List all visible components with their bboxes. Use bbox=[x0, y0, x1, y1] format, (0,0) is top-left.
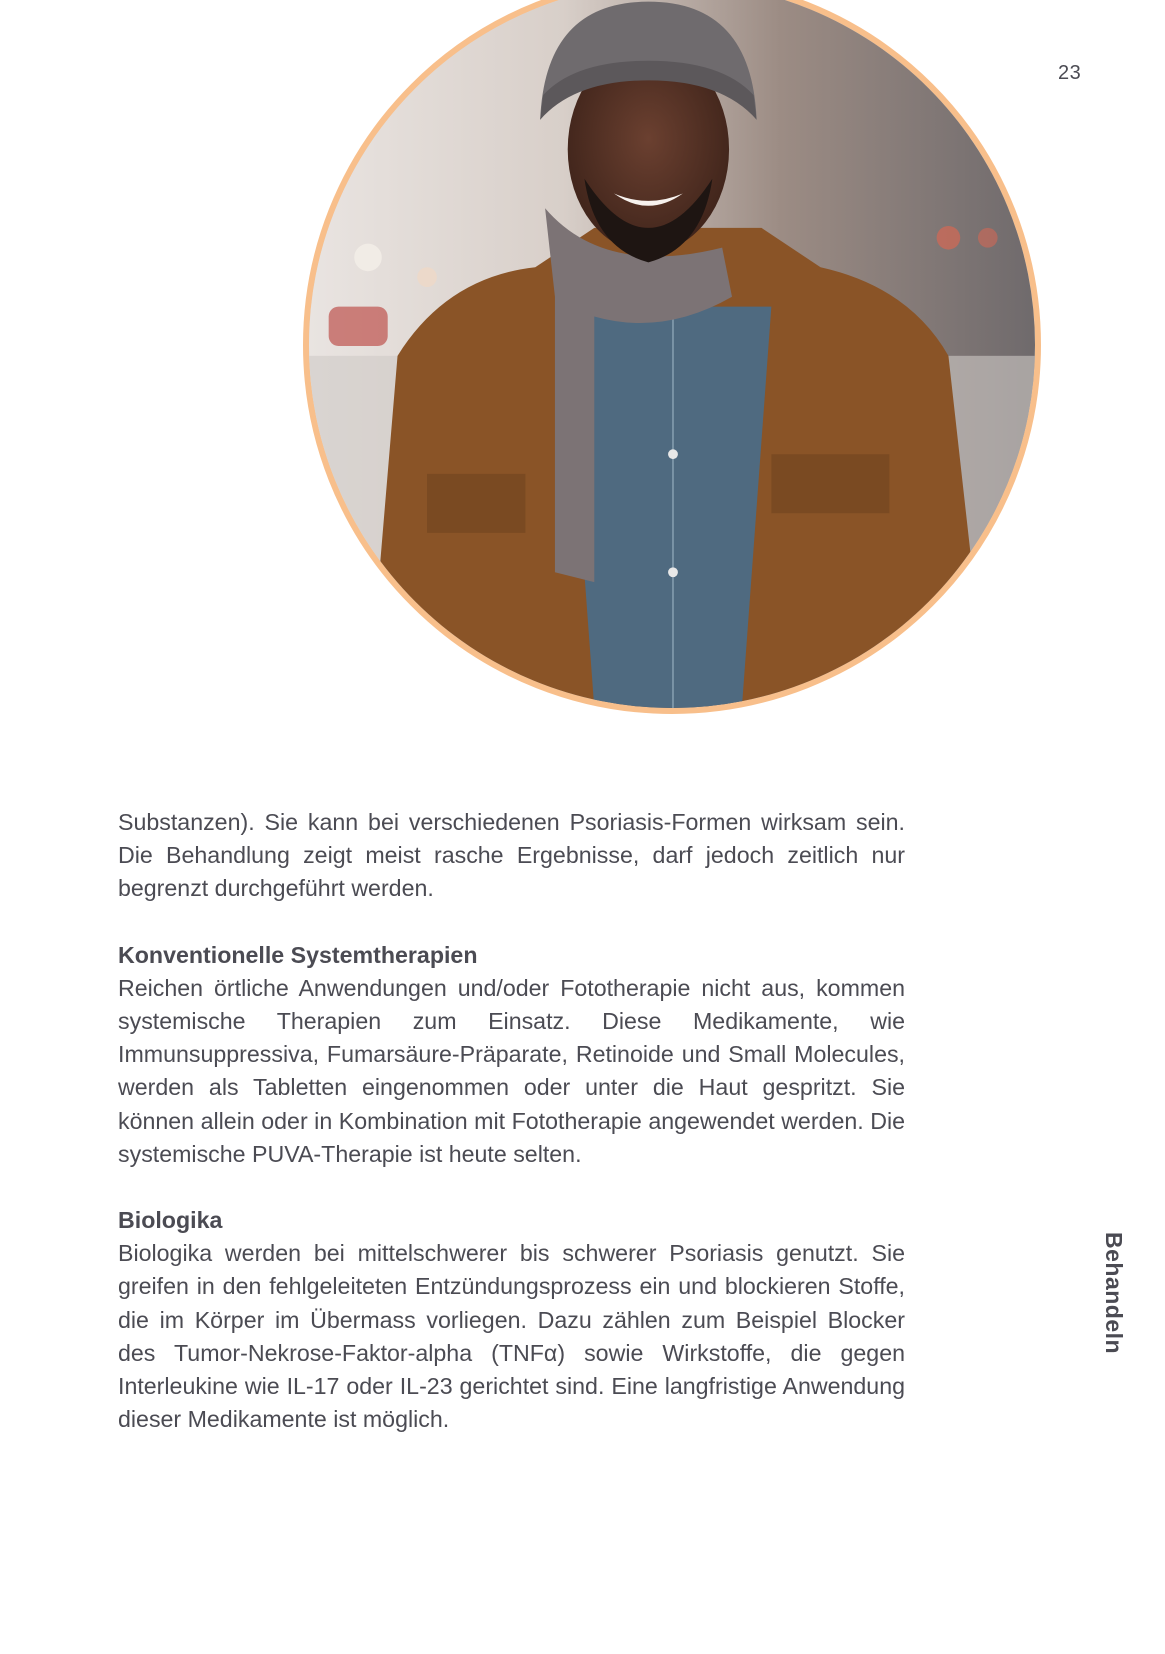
section-conventional-systemic-therapies bbox=[118, 939, 905, 1171]
section-biologics bbox=[118, 1204, 905, 1436]
page-number: 23 bbox=[1058, 62, 1082, 84]
chapter-side-label: Behandeln bbox=[1101, 1232, 1127, 1355]
section-heading: Biologika bbox=[118, 1207, 223, 1234]
article-body bbox=[118, 806, 905, 1436]
section-paragraph: Biologika werden bei mittelschwerer bis schwerer Psoriasis genutzt. Sie greifen in den fehlgeleiteten Entzündungsprozess ein und blockieren Stoffe, die im Körper im Übermass vorliegen. Dazu zählen zum Beispiel Blocker des Tumor-Nekrose-Faktor-alpha (TNFα) sowie Wirkstoffe, die gegen Interleukine wie IL-17 oder IL-23 gerichtet sind. Eine langfristige Anwendung dieser Medikamente ist möglich. bbox=[118, 1240, 905, 1433]
portrait-illustration bbox=[309, 0, 1035, 708]
portrait-photo bbox=[303, 0, 1041, 714]
intro-paragraph: Substanzen). Sie kann bei verschiedenen Psoriasis-Formen wirksam sein. Die Behandlung zeigt meist rasche Ergebnisse, darf jedoch zeitlich nur begrenzt durchgeführt werden. bbox=[118, 809, 905, 902]
section-paragraph: Reichen örtliche Anwendungen und/oder Fototherapie nicht aus, kommen systemische Therapien zum Einsatz. Diese Medikamente, wie Immunsuppressiva, Fumarsäure-Präparate, Retinoide und Small Molecules, werden als Tabletten eingenommen oder unter die Haut gespritzt. Sie können allein oder in Kombination mit Fototherapie angewendet werden. Die systemische PUVA-Therapie ist heute selten. bbox=[118, 974, 905, 1167]
section-heading: Konventionelle Systemtherapien bbox=[118, 941, 478, 968]
